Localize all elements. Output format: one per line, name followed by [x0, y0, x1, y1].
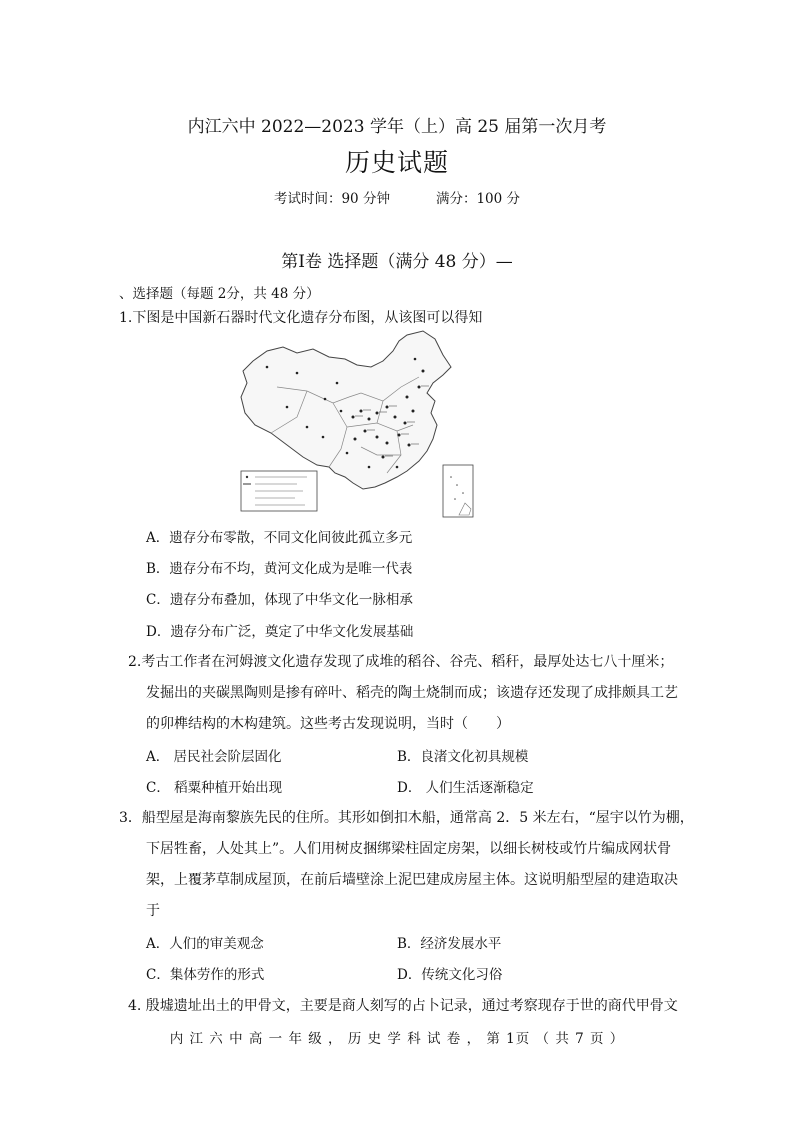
- exam-info: [0, 187, 794, 207]
- exam-time: 考试时间：90 分钟: [273, 191, 390, 207]
- subject-title: 历史试题: [344, 148, 449, 177]
- q2-option-b: B．良渚文化初具规模: [397, 749, 529, 765]
- q3-option-a: A．人们的审美观念: [146, 936, 264, 952]
- map-outline: [241, 331, 451, 489]
- q2-option-d: D． 人们生活逐渐稳定: [397, 780, 534, 796]
- full-score: 满分：100 分: [435, 191, 521, 207]
- q1-option-c: C．遗存分布叠加，体现了中华文化一脉相承: [146, 592, 413, 608]
- exam-title: 内江六中 2022—2023 学年（上）高 25 届第一次月考: [187, 117, 607, 137]
- question-1-stem: 1.下图是中国新石器时代文化遗存分布图，从该图可以得知: [119, 310, 483, 326]
- neolithic-sites-map: [237, 327, 477, 523]
- section-title: 第Ⅰ卷 选择题（满分 48 分）—: [281, 252, 513, 272]
- q2-line-3: 的卯榫结构的木构建筑。这些考古发现说明，当时（ ）: [146, 716, 510, 732]
- q3-line-4: 于: [146, 903, 160, 919]
- q1-option-b: B．遗存分布不均，黄河文化成为是唯一代表: [146, 561, 413, 577]
- q3-line-3: 架，上覆茅草制成屋顶，在前后墙壁涂上泥巴建成房屋主体。这说明船型屋的建造取决: [146, 872, 678, 888]
- q2-line-1: 2.考古工作者在河姆渡文化遗存发现了成堆的稻谷、谷壳、稻秆，最厚处达七八十厘米；: [128, 654, 674, 670]
- q1-option-a: A．遗存分布零散，不同文化间彼此孤立多元: [146, 530, 413, 546]
- q3-option-b: B．经济发展水平: [397, 936, 502, 952]
- q3-option-d: D．传统文化习俗: [397, 967, 503, 983]
- q2-line-2: 发掘出的夹碳黑陶则是掺有碎叶、稻壳的陶土烧制而成；该遗存还发现了成排颇具工艺: [146, 685, 678, 701]
- q4-line-1: 4. 殷墟遗址出土的甲骨文，主要是商人刻写的占卜记录，通过考察现存于世的商代甲骨文: [128, 998, 678, 1014]
- south-sea-inset: [443, 465, 473, 517]
- q3-option-c: C．集体劳作的形式: [146, 967, 265, 983]
- section-subtitle: 、选择题（每题 2分，共 48 分）: [119, 286, 320, 302]
- q2-option-c: C． 稻粟种植开始出现: [146, 780, 283, 796]
- q2-option-a: A． 居民社会阶层固化: [146, 749, 282, 765]
- q1-option-d: D．遗存分布广泛，奠定了中华文化发展基础: [146, 624, 414, 640]
- q3-line-1: 3．船型屋是海南黎族先民的住所。其形如倒扣木船，通常高 2．5 米左右，“屋宇以竹为棚，: [119, 810, 694, 826]
- q3-line-2: 下居牲畜，人处其上”。人们用树皮捆绑梁柱固定房架，以细长树枝或竹片编成网状骨: [146, 841, 672, 857]
- page-footer: 内 江 六 中 高 一 年 级 ， 历 史 学 科 试 卷 ， 第 1页 （ 共 7 页 ）: [169, 1031, 625, 1047]
